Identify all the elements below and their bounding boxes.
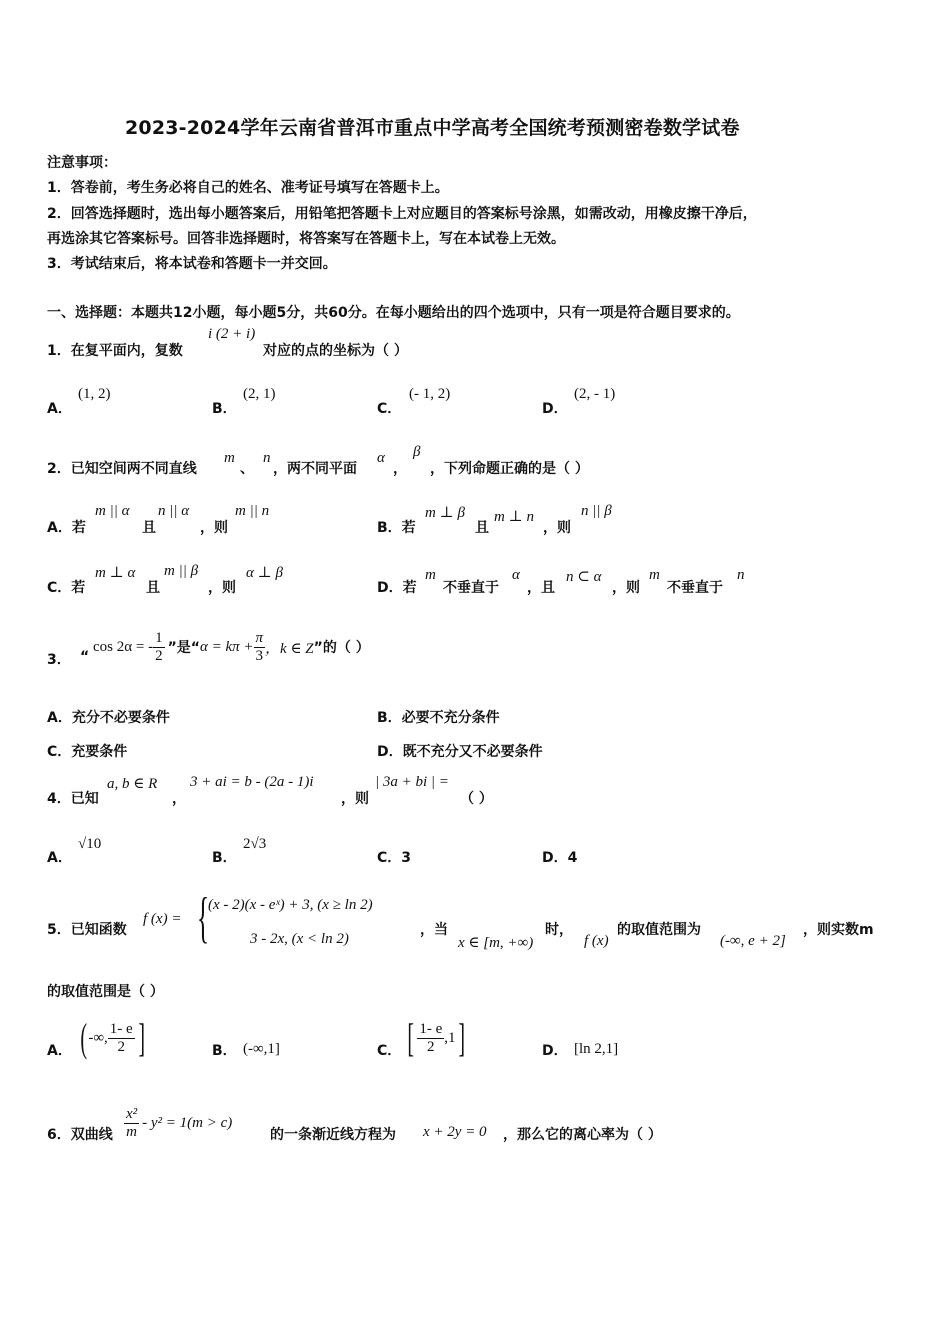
q2-option-c-then: ，则 [208, 580, 236, 596]
q3-fraction-pi-num: π [255, 629, 264, 646]
q2-option-a-and: 且 [142, 520, 156, 536]
q2-option-c-and: 且 [146, 580, 160, 596]
q2-option-b-cond-2: m ⊥ n [494, 509, 534, 525]
q5-option-c-close-bracket: ] [458, 1015, 466, 1060]
q5-option-a-num: 1- e [109, 1020, 133, 1037]
q2-sep-2: ， [393, 461, 407, 477]
q2-option-a-cond-1: m || α [95, 503, 130, 519]
q5-piecewise-brace: { [197, 887, 210, 949]
q5-option-a-den: 2 [117, 1038, 125, 1055]
q2-option-d-alpha: α [512, 567, 520, 583]
q6-asymptote: x + 2y = 0 [423, 1124, 487, 1140]
q5-when: ，当 [420, 922, 448, 938]
q2-option-d-m: m [425, 567, 436, 583]
q5-option-a-left: -∞, [88, 1029, 108, 1046]
q1-option-a-label: A． [47, 401, 72, 417]
q4-option-a-label: A． [47, 850, 72, 866]
q4-tail: （ ） [460, 791, 493, 807]
q5-option-c-den: 2 [427, 1038, 435, 1055]
q5-tail: ，则实数m [803, 922, 874, 938]
q2-option-b-and: 且 [475, 520, 489, 536]
question-3-number: 3． [47, 652, 71, 668]
q3-alpha-expression: α = kπ + [199, 638, 254, 655]
q4-option-a-value: √10 [78, 836, 102, 852]
q2-option-b-then: ，则 [543, 520, 571, 536]
q2-option-c-cond-2: m || β [164, 563, 199, 579]
q3-fraction-half [153, 630, 165, 665]
q4-option-b-label: B． [212, 850, 237, 866]
q5-function-name: f (x) = [143, 911, 182, 927]
q5-case-2: 3 - 2x, (x < ln 2) [250, 931, 349, 947]
q5-option-c-label: C． [377, 1043, 402, 1059]
notice-item-2a: 2．回答选择题时，选出每小题答案后，用铅笔把答题卡上对应题目的答案标号涂黑，如需改动，用橡皮擦干净后， [47, 206, 757, 222]
q5-option-a-close-bracket: ] [138, 1015, 145, 1060]
q5-option-c-open-bracket: [ [407, 1015, 414, 1060]
q5-option-c-num: 1- e [419, 1020, 443, 1037]
q5-fx: f (x) [584, 933, 609, 949]
question-6-stem-b: 的一条渐近线方程为 [270, 1127, 396, 1143]
q5-option-b-value: (-∞,1] [243, 1041, 280, 1057]
question-1-stem-a: 1．在复平面内，复数 [47, 343, 183, 359]
q1-option-c-label: C． [377, 401, 402, 417]
q3-tail: ”的（ ） [313, 640, 370, 656]
q5-range: (-∞, e + 2] [720, 933, 786, 949]
q3-option-a: A．充分不必要条件 [47, 710, 170, 726]
q2-option-a-prefix: A．若 [47, 520, 86, 536]
q6-fraction [124, 1106, 139, 1141]
q1-option-c-value: (- 1, 2) [409, 386, 451, 402]
q5-option-c-right: ,1 [444, 1029, 456, 1046]
q4-separator: ， [172, 791, 186, 807]
q1-option-d-label: D． [542, 401, 568, 417]
notice-item-2b: 再选涂其它答案标号。回答非选择题时，将答案写在答题卡上，写在本试卷上无效。 [47, 231, 565, 247]
q6-equation-rest: - y² = 1(m > c) [142, 1114, 233, 1131]
q5-option-c-value [404, 1014, 469, 1062]
question-4-stem-a: 4．已知 [47, 791, 99, 807]
q2-option-d-m-2: m [649, 567, 660, 583]
q5-option-b-label: B． [212, 1043, 237, 1059]
q2-plane-beta: β [413, 444, 421, 460]
notice-heading: 注意事项： [47, 155, 117, 171]
q5-option-d-label: D． [542, 1043, 568, 1059]
q2-sep-1: 、 [240, 461, 254, 477]
q6-fraction-num: x² [126, 1105, 138, 1122]
question-6-stem-c: ，那么它的离心率为（ ） [503, 1127, 662, 1143]
q5-option-a-fraction [108, 1021, 135, 1056]
q4-option-b-value: 2√3 [243, 836, 267, 852]
notice-item-1: 1．答卷前，考生务必将自己的姓名、准考证号填写在答题卡上。 [47, 180, 449, 196]
q2-option-c-result: α ⊥ β [246, 565, 283, 581]
section-header: 一、选择题：本题共12小题，每小题5分，共60分。在每小题给出的四个选项中，只有一项是符合题目要求的。 [47, 305, 740, 321]
q3-option-b: B．必要不充分条件 [377, 710, 500, 726]
notice-item-3: 3．考试结束后，将本试卷和答题卡一并交回。 [47, 256, 337, 272]
q4-expression: | 3a + bi | = [375, 774, 449, 790]
q2-option-c-prefix: C．若 [47, 580, 86, 596]
q5-case-1: (x - 2)(x - eˣ) + 3, (x ≥ ln 2) [208, 897, 373, 913]
q6-fraction-den: m [126, 1123, 137, 1140]
q4-option-c: C．3 [377, 850, 412, 866]
q1-option-b-label: B． [212, 401, 237, 417]
q2-option-d-not-perp: 不垂直于 [443, 580, 499, 596]
q2-option-d-subset: n ⊂ α [566, 569, 602, 585]
question-5-stem-a: 5．已知函数 [47, 922, 127, 938]
page-title: 2023-2024学年云南省普洱市重点中学高考全国统考预测密卷数学试卷 [125, 117, 740, 139]
q2-option-a-result: m || n [235, 503, 270, 519]
q2-option-d-n: n [737, 567, 745, 583]
q5-option-a-value [77, 1014, 148, 1062]
q4-then: ，则 [341, 791, 369, 807]
q2-option-d-then: ，则 [612, 580, 640, 596]
question-1-expression: i (2 + i) [208, 326, 256, 342]
q2-option-d-prefix: D．若 [377, 580, 417, 596]
q2-option-d-and: ，且 [527, 580, 555, 596]
q3-fraction-pi-third [254, 630, 266, 665]
q3-option-c: C．充要条件 [47, 744, 128, 760]
q3-k-expression: ，k ∈ Z [265, 640, 314, 657]
q3-middle-text: ”是“ [167, 640, 200, 656]
q2-option-a-cond-2: n || α [158, 503, 190, 519]
q2-option-d-not-perp-2: 不垂直于 [667, 580, 723, 596]
q5-option-a-label: A． [47, 1043, 72, 1059]
q4-condition-2: 3 + ai = b - (2a - 1)i [190, 774, 314, 790]
question-5-stem-line-2: 的取值范围是（ ） [47, 984, 164, 1000]
q2-option-c-cond-1: m ⊥ α [95, 565, 136, 581]
q3-cos-expression: cos 2α = - [93, 638, 154, 655]
q1-option-b-value: (2, 1) [243, 386, 276, 402]
q5-option-a-open-paren: ( [80, 1015, 87, 1060]
q2-option-a-then: ，则 [200, 520, 228, 536]
q6-equation [124, 1100, 232, 1146]
q2-plane-alpha: α [377, 450, 385, 466]
q5-shi: 时， [545, 922, 573, 938]
question-2-stem-b: ，两不同平面 [273, 461, 357, 477]
q2-line-n: n [263, 450, 271, 466]
question-6-stem-a: 6．双曲线 [47, 1127, 113, 1143]
q4-option-d: D．4 [542, 850, 578, 866]
q1-option-d-value: (2, - 1) [574, 386, 616, 402]
q2-option-b-cond-1: m ⊥ β [425, 505, 465, 521]
question-2-stem-a: 2．已知空间两不同直线 [47, 461, 197, 477]
q5-domain: x ∈ [m, +∞) [458, 935, 534, 951]
q5-option-d-value: [ln 2,1] [574, 1041, 619, 1057]
q1-option-a-value: (1, 2) [78, 386, 111, 402]
q3-fraction-pi-den: 3 [255, 647, 264, 664]
q3-fraction-half-num: 1 [155, 629, 163, 646]
q4-condition-1: a, b ∈ R [107, 776, 158, 792]
question-2-stem-c: ，下列命题正确的是（ ） [430, 461, 589, 477]
q2-option-b-result: n || β [581, 503, 612, 519]
q3-open-quote: “ [80, 649, 90, 665]
question-1-stem-b: 对应的点的坐标为（ ） [263, 343, 408, 359]
q3-fraction-half-den: 2 [155, 647, 163, 664]
q2-option-b-prefix: B．若 [377, 520, 416, 536]
q5-range-text: 的取值范围为 [617, 922, 701, 938]
q2-line-m: m [224, 450, 235, 466]
q3-option-d: D．既不充分又不必要条件 [377, 744, 543, 760]
q5-option-c-fraction [417, 1021, 444, 1056]
